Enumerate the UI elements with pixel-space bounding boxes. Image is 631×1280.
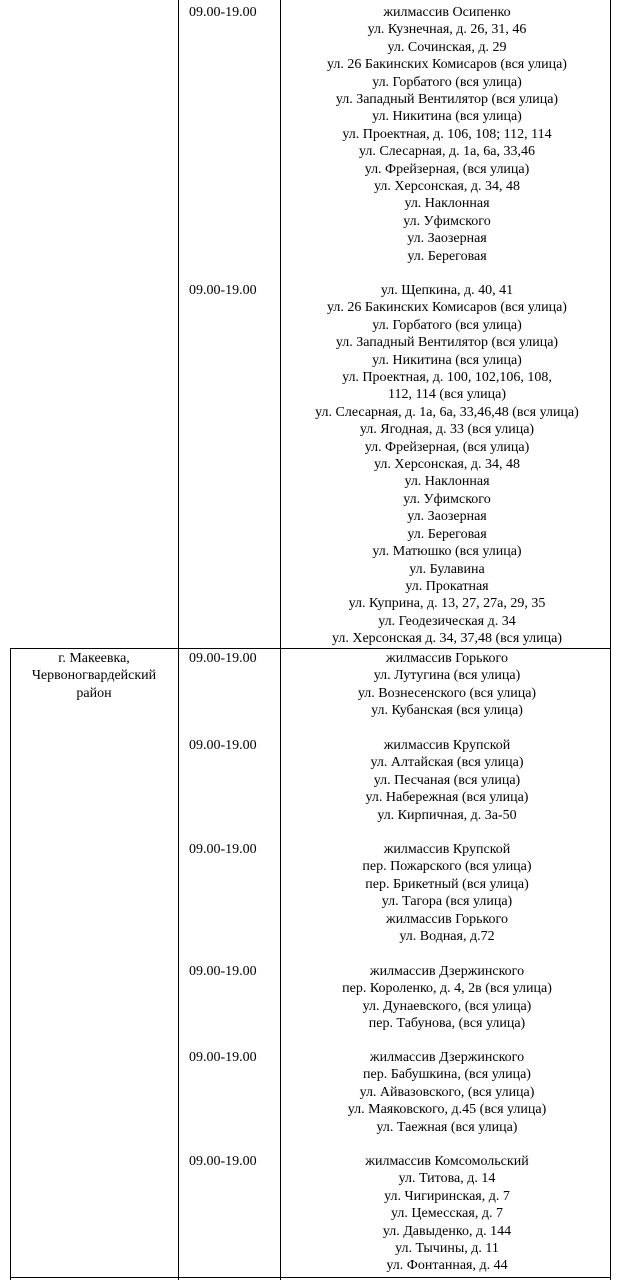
address-line: пер. Короленко, д. 4, 2в (вся улица) [342, 981, 552, 997]
address-line: ул. Уфимского [403, 491, 491, 507]
address-cell [282, 737, 612, 824]
address-line: ул. Щепкина, д. 40, 41 [380, 283, 514, 298]
address-line: ул. Слесарная, д. 1а, 6а, 33,46,48 (вся улица) [315, 404, 579, 420]
address-line: ул. Фонтанная, д. 44 [386, 1258, 508, 1274]
time-cell: 09.00-19.00 [189, 283, 257, 298]
address-line: ул. Заозерная [407, 509, 487, 525]
address-line: ул. Береговая [407, 526, 487, 542]
time-cell: 09.00-19.00 [189, 5, 257, 20]
address-line: ул. Фрейзерная, (вся улица) [364, 161, 530, 177]
address-line: ул. Береговая [407, 248, 487, 264]
address-line: ул. Чигиринская, д. 7 [384, 1188, 510, 1204]
address-line: жилмассив Крупской [383, 842, 511, 857]
address-line: ул. Херсонская, д. 34, 48 [374, 179, 520, 195]
time-cell: 09.00-19.00 [189, 964, 257, 979]
time-cell: 09.00-19.00 [189, 1050, 257, 1065]
address-line: ул. Заозерная [407, 231, 487, 247]
column-divider-district [178, 0, 179, 1280]
address-line: жилмассив Горького [386, 651, 508, 666]
address-line: ул. Сочинская, д. 29 [387, 39, 507, 55]
address-line: ул. Геодезическая д. 34 [378, 613, 516, 629]
address-line: жилмассив Горького [386, 911, 508, 927]
address-line: ул. Куприна, д. 13, 27, 27а, 29, 35 [348, 596, 546, 612]
address-cell [282, 841, 612, 945]
address-line: ул. 26 Бакинских Комисаров (вся улица) [327, 57, 567, 73]
address-line: ул. Цемесская, д. 7 [391, 1206, 503, 1222]
address-line: пер. Табунова, (вся улица) [368, 1016, 526, 1032]
address-line: ул. Набережная (вся улица) [365, 790, 529, 806]
address-line: ул. Херсонская, д. 34, 48 [374, 457, 520, 473]
address-line: ул. Уфимского [403, 213, 491, 229]
address-cell [282, 4, 612, 265]
address-line: ул. Лутугина (вся улица) [373, 668, 521, 684]
address-line: жилмассив Осипенко [383, 5, 511, 20]
address-line: ул. Водная, д.72 [399, 929, 495, 945]
address-line: жилмассив Комсомольский [365, 1154, 529, 1169]
address-line: ул. Западный Вентилятор (вся улица) [335, 92, 559, 108]
address-line: ул. Никитина (вся улица) [372, 352, 522, 368]
address-line: ул. Булавина [409, 561, 485, 577]
time-cell: 09.00-19.00 [189, 842, 257, 857]
address-line: ул. Маяковского, д.45 (вся улица) [347, 1102, 547, 1118]
address-line: ул. Горбатого (вся улица) [372, 317, 522, 333]
time-cell: 09.00-19.00 [189, 651, 257, 666]
address-line: ул. Никитина (вся улица) [372, 109, 522, 125]
address-cell [282, 1049, 612, 1136]
address-line: ул. Таежная (вся улица) [376, 1119, 518, 1135]
address-cell [282, 963, 612, 1033]
address-line: жилмассив Крупской [383, 738, 511, 753]
address-line: ул. Матюшко (вся улица) [372, 544, 522, 560]
address-line: ул. Тычины, д. 11 [395, 1241, 499, 1257]
address-line: ул. Давыденко, д. 144 [382, 1223, 512, 1239]
address-line: ул. Наклонная [404, 196, 490, 212]
address-line: пер. Брикетный (вся улица) [365, 876, 529, 892]
address-line: ул. Кузнечная, д. 26, 31, 46 [367, 22, 527, 38]
address-line: ул. Фрейзерная, (вся улица) [364, 439, 530, 455]
address-line: ул. Горбатого (вся улица) [372, 74, 522, 90]
address-cell [282, 1153, 612, 1275]
address-line: пер. Пожарского (вся улица) [362, 859, 532, 875]
address-line: жилмассив Дзержинского [369, 964, 525, 979]
address-line: ул. Алтайская (вся улица) [370, 755, 524, 771]
address-line: ул. Проектная, д. 106, 108; 112, 114 [342, 126, 552, 142]
time-cell: 09.00-19.00 [189, 738, 257, 753]
row-divider [10, 1277, 611, 1278]
time-cell: 09.00-19.00 [189, 1154, 257, 1169]
address-line: ул. Ягодная, д. 33 (вся улица) [359, 422, 535, 438]
address-line: пер. Бабушкина, (вся улица) [363, 1067, 531, 1083]
address-cell [282, 650, 612, 720]
district-cell: г. Макеевка, Червоногвардейский район [31, 651, 157, 701]
address-line: ул. Дунаевского, (вся улица) [362, 998, 532, 1014]
address-line: жилмассив Дзержинского [369, 1050, 525, 1065]
address-line: ул. Тагора (вся улица) [381, 894, 513, 910]
address-line: ул. Прокатная [405, 578, 489, 594]
row-divider [10, 648, 611, 649]
address-line: ул. Наклонная [404, 474, 490, 490]
address-line: ул. Титова, д. 14 [398, 1171, 496, 1187]
address-line: ул. Кубанская (вся улица) [371, 703, 523, 719]
address-line: ул. Херсонская д. 34, 37,48 (вся улица) [331, 631, 563, 647]
address-line: 112, 114 (вся улица) [387, 387, 507, 403]
address-line: ул. Айвазовского, (вся улица) [359, 1084, 535, 1100]
address-line: ул. Слесарная, д. 1а, 6а, 33,46 [358, 144, 536, 160]
address-line: ул. Кирпичная, д. 3а-50 [377, 807, 517, 823]
address-line: ул. Проектная, д. 100, 102,106, 108, [342, 370, 552, 386]
address-line: ул. Западный Вентилятор (вся улица) [335, 335, 559, 351]
address-line: ул. 26 Бакинских Комисаров (вся улица) [327, 300, 567, 316]
address-line: ул. Песчаная (вся улица) [373, 772, 521, 788]
address-cell [282, 282, 612, 648]
table-border-left [10, 648, 11, 1280]
column-divider-time [280, 0, 281, 1280]
address-line: ул. Вознесенского (вся улица) [357, 685, 537, 701]
